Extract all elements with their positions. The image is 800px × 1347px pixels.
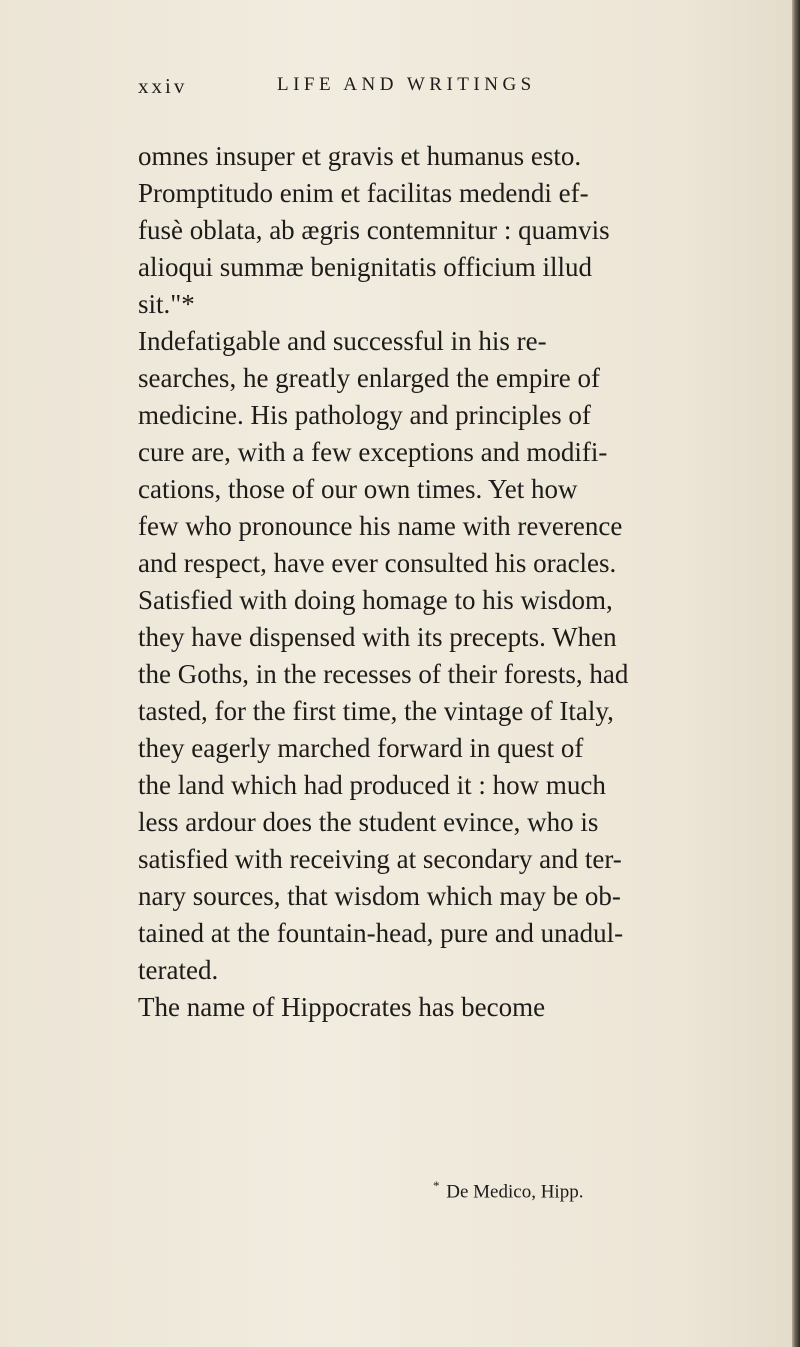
- text-line: few who pronounce his name with reverence: [138, 511, 623, 541]
- running-title: LIFE AND WRITINGS: [277, 74, 536, 95]
- text-line: satisfied with receiving at secondary and ter-: [138, 844, 622, 874]
- text-line: and respect, have ever consulted his oracles.: [138, 548, 617, 578]
- text-line: searches, he greatly enlarged the empire of: [138, 363, 601, 393]
- text-line: Indefatigable and successful in his re-: [138, 326, 547, 356]
- text-line: the Goths, in the recesses of their forests, had: [138, 659, 629, 689]
- text-line: sit."*: [138, 289, 195, 319]
- text-line: fusè oblata, ab ægris contemnitur : quamvis: [138, 215, 610, 245]
- page-header: [138, 74, 658, 114]
- book-spine-edge: [792, 0, 800, 1347]
- text-line: alioqui summæ benignitatis officium illud: [138, 252, 592, 282]
- footnote-mark: *: [433, 1178, 440, 1193]
- text-line: tasted, for the first time, the vintage of Italy,: [138, 696, 614, 726]
- text-line: medicine. His pathology and principles of: [138, 400, 591, 430]
- text-line: Satisfied with doing homage to his wisdom,: [138, 585, 613, 615]
- text-line: The name of Hippocrates has become: [138, 992, 546, 1022]
- text-line: Promptitudo enim et facilitas medendi ef-: [138, 178, 589, 208]
- text-line: cations, those of our own times. Yet how: [138, 474, 578, 504]
- page-number: xxiv: [138, 74, 188, 98]
- text-line: less ardour does the student evince, who is: [138, 807, 599, 837]
- text-line: omnes insuper et gravis et humanus esto.: [138, 141, 582, 171]
- text-line: they have dispensed with its precepts. When: [138, 622, 617, 652]
- text-line: tained at the fountain-head, pure and unadul-: [138, 918, 624, 948]
- footnote: [433, 1178, 583, 1203]
- text-line: they eagerly marched forward in quest of: [138, 733, 584, 763]
- text-line: the land which had produced it : how much: [138, 770, 606, 800]
- footnote-text: De Medico, Hipp.: [446, 1181, 584, 1203]
- text-line: terated.: [138, 955, 219, 985]
- text-line: nary sources, that wisdom which may be ob-: [138, 881, 621, 911]
- text-line: cure are, with a few exceptions and modifi-: [138, 437, 608, 467]
